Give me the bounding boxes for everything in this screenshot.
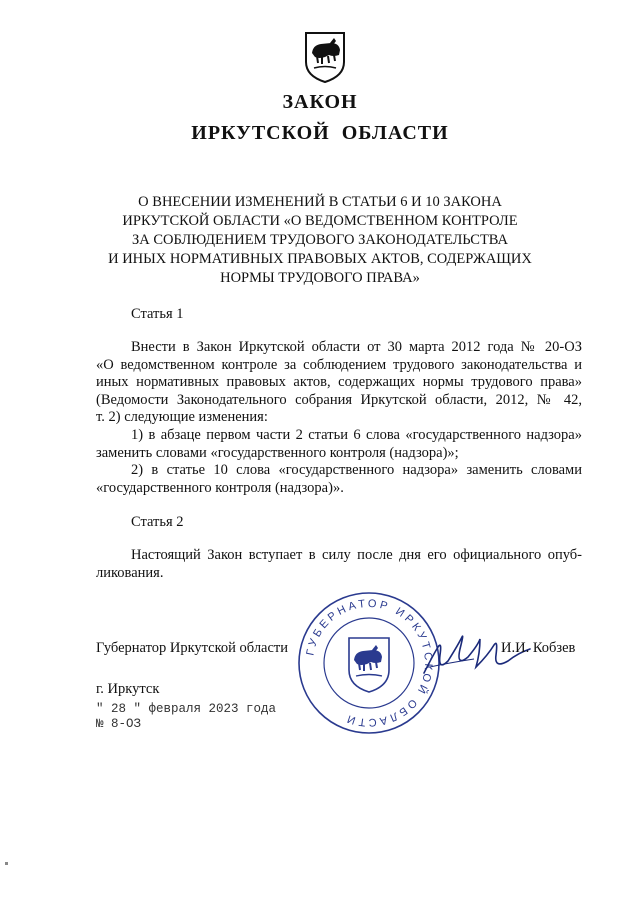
law-title-line: И ИНЫХ НОРМАТИВНЫХ ПРАВОВЫХ АКТОВ, СОДЕРЖАЩИХ bbox=[108, 251, 532, 267]
article-2-line: ликования. bbox=[96, 564, 164, 581]
article-1-heading: Статья 1 bbox=[131, 306, 184, 322]
law-title-line: ЗА СОБЛЮДЕНИЕМ ТРУДОВОГО ЗАКОНОДАТЕЛЬСТВА bbox=[131, 232, 509, 248]
article-2-line: Настоящий Закон вступает в силу после дня его официального опуб- bbox=[131, 547, 582, 563]
document-region-heading: ИРКУТСКОЙ ОБЛАСТИ bbox=[191, 122, 449, 144]
article-1-line: «государственного контроля (надзора)». bbox=[96, 479, 344, 496]
article-1-text bbox=[96, 339, 582, 497]
signatory-name: И.И. Кобзев bbox=[501, 640, 576, 656]
place-of-signing: г. Иркутск bbox=[96, 681, 160, 697]
law-title-line: НОРМЫ ТРУДОВОГО ПРАВА» bbox=[220, 270, 420, 286]
law-title bbox=[90, 193, 550, 288]
document-type-heading: ЗАКОН bbox=[282, 91, 358, 113]
article-1-line: «О ведомственном контроле за соблюдением трудового законодательства и bbox=[96, 356, 582, 373]
law-title-line: ИРКУТСКОЙ ОБЛАСТИ «О ВЕДОМСТВЕННОМ КОНТРОЛЕ bbox=[122, 213, 518, 229]
coat-of-arms-emblem bbox=[303, 30, 347, 84]
article-1-line: заменить словами «государственного контроля (надзора)»; bbox=[96, 444, 459, 461]
article-1-line: т. 2) следующие изменения: bbox=[96, 409, 268, 426]
article-2-heading: Статья 2 bbox=[131, 514, 184, 530]
law-title-line: О ВНЕСЕНИИ ИЗМЕНЕНИЙ В СТАТЬИ 6 И 10 ЗАКОНА bbox=[138, 194, 502, 210]
signing-date: " 28 " февраля 2023 года bbox=[96, 702, 277, 716]
law-number: № 8-ОЗ bbox=[96, 717, 142, 731]
seal-emblem bbox=[349, 638, 389, 692]
scan-artifact bbox=[5, 862, 8, 865]
signatory-position: Губернатор Иркутской области bbox=[96, 640, 289, 656]
article-1-line: иных нормативных правовых актов, содержащих нормы трудового права» bbox=[96, 374, 582, 391]
article-1-line: 2) в статье 10 слова «государственного надзора» заменить словами bbox=[131, 462, 582, 479]
article-2-text bbox=[96, 547, 582, 582]
article-1-line: 1) в абзаце первом части 2 статьи 6 слова «государственного надзора» bbox=[131, 426, 582, 443]
article-1-line: (Ведомости Законодательного собрания Иркутской области, 2012, № 42, bbox=[96, 391, 582, 408]
article-1-line: Внести в Закон Иркутской области от 30 марта 2012 года № 20-ОЗ bbox=[131, 339, 582, 355]
seal-text: ГУБЕРНАТОР ИРКУТСКОЙ ОБЛАСТИ bbox=[304, 597, 435, 729]
